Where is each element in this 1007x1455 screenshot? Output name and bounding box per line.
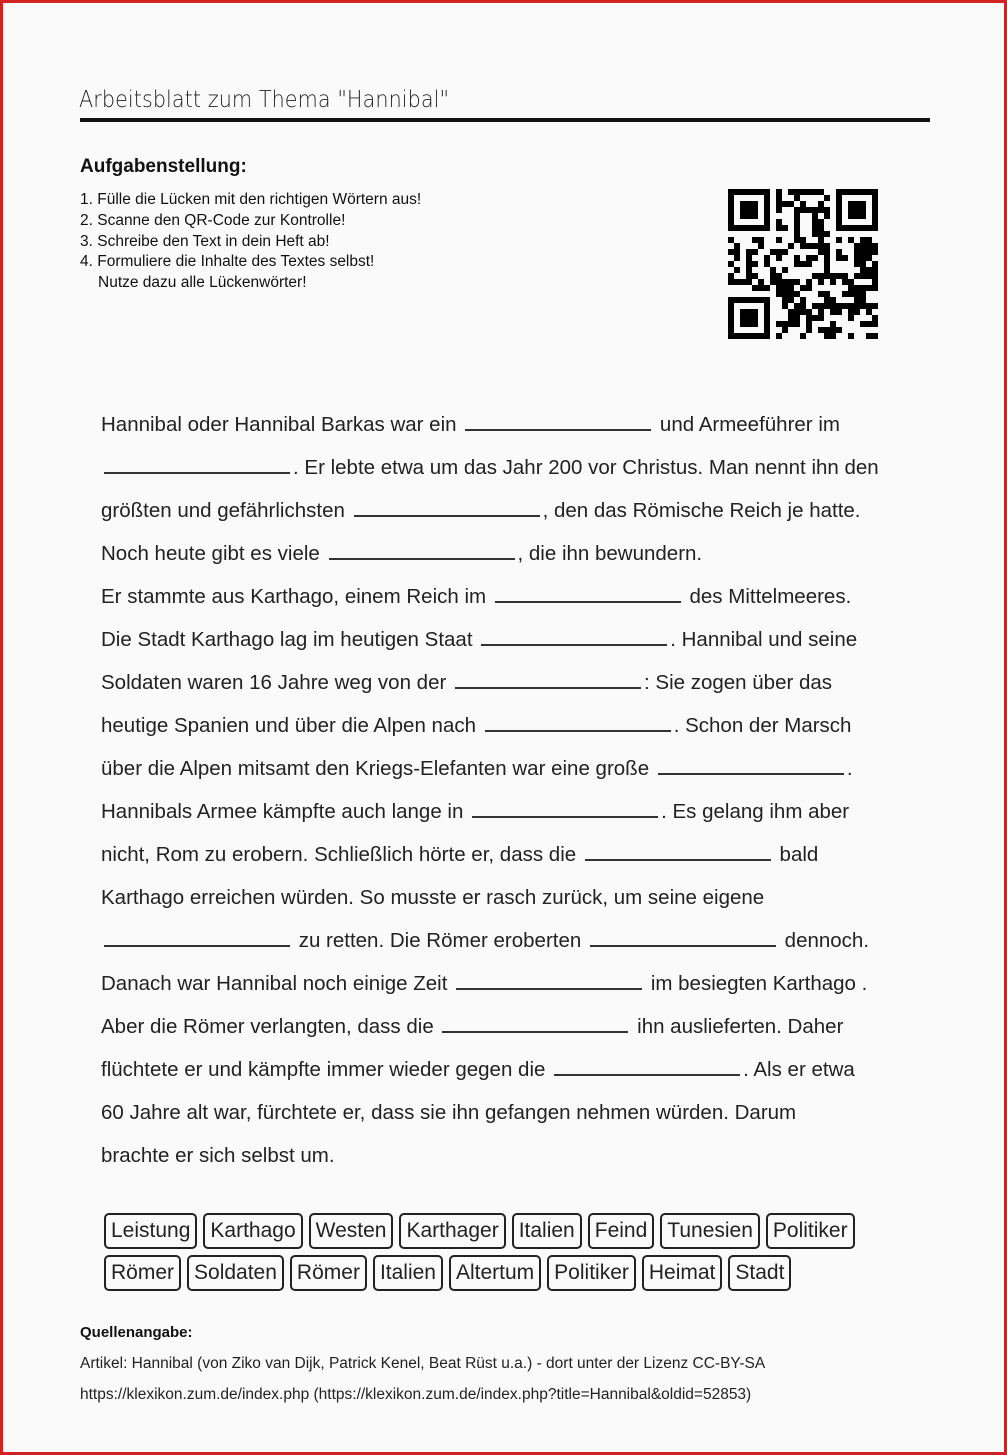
- blank-field[interactable]: [495, 580, 681, 603]
- blank-field[interactable]: [455, 666, 641, 689]
- blank-field[interactable]: [456, 967, 642, 990]
- word-chip[interactable]: Italien: [512, 1213, 582, 1249]
- cloze-text-segment: Danach war Hannibal noch einige Zeit: [101, 972, 454, 995]
- cloze-text-segment: zu retten. Die Römer eroberten: [293, 929, 587, 952]
- blank-field[interactable]: [465, 408, 651, 431]
- word-chip[interactable]: Politiker: [547, 1255, 636, 1291]
- cloze-text-segment: . Als er etwa: [743, 1058, 855, 1081]
- word-chip[interactable]: Heimat: [642, 1255, 723, 1291]
- word-chip[interactable]: Altertum: [449, 1255, 541, 1291]
- cloze-text-segment: . Er lebte etwa um das Jahr 200 vor Christus. Man nennt ihn den: [293, 456, 879, 479]
- cloze-line: [101, 532, 879, 575]
- blank-field[interactable]: [442, 1010, 628, 1033]
- cloze-text-segment: Soldaten waren 16 Jahre weg von der: [101, 671, 453, 694]
- cloze-text-segment: ihn auslieferten. Daher: [631, 1015, 844, 1038]
- cloze-line: [101, 618, 879, 661]
- cloze-line: [101, 747, 879, 790]
- cloze-line: [101, 403, 879, 446]
- cloze-text-segment: Hannibals Armee kämpfte auch lange in: [101, 800, 470, 823]
- cloze-text-segment: Karthago erreichen würden. So musste er rasch zurück, um seine eigene: [101, 886, 765, 909]
- cloze-line: [101, 446, 879, 489]
- blank-field[interactable]: [104, 924, 290, 947]
- cloze-text-segment: . Es gelang ihm aber: [661, 800, 850, 823]
- cloze-line: [101, 790, 879, 833]
- cloze-text-segment: brachte er sich selbst um.: [101, 1144, 335, 1167]
- word-chip[interactable]: Tunesien: [660, 1213, 760, 1249]
- source-article: Artikel: Hannibal (von Ziko van Dijk, Patrick Kenel, Beat Rüst u.a.) - dort unter der Lizenz CC-BY-SA: [80, 1355, 766, 1372]
- cloze-line: [101, 833, 879, 876]
- cloze-text-segment: , den das Römische Reich je hatte.: [542, 499, 861, 522]
- cloze-text-segment: nicht, Rom zu erobern. Schließlich hörte er, dass die: [101, 843, 582, 866]
- cloze-line: [101, 1091, 879, 1134]
- word-chip[interactable]: Soldaten: [187, 1255, 284, 1291]
- blank-field[interactable]: [590, 924, 776, 947]
- cloze-text-segment: Hannibal oder Hannibal Barkas war ein: [101, 413, 463, 436]
- page-title: Arbeitsblatt zum Thema "Hannibal": [79, 87, 450, 113]
- cloze-text-segment: . Hannibal und seine: [670, 628, 858, 651]
- cloze-text-segment: , die ihn bewundern.: [517, 542, 703, 565]
- word-chip[interactable]: Westen: [309, 1213, 394, 1249]
- word-bank-row: [104, 1255, 855, 1291]
- cloze-line: [101, 489, 879, 532]
- cloze-text-segment: Aber die Römer verlangten, dass die: [101, 1015, 440, 1038]
- blank-field[interactable]: [472, 795, 658, 818]
- cloze-text-segment: über die Alpen mitsamt den Kriegs-Elefanten war eine große: [101, 757, 655, 780]
- word-chip[interactable]: Italien: [373, 1255, 443, 1291]
- cloze-text-segment: im besiegten Karthago .: [645, 972, 868, 995]
- blank-field[interactable]: [329, 537, 515, 560]
- cloze-text-segment: Die Stadt Karthago lag im heutigen Staat: [101, 628, 479, 651]
- task-item: 3. Schreibe den Text in dein Heft ab!: [80, 232, 330, 250]
- cloze-line: [101, 876, 879, 919]
- cloze-text-segment: größten und gefährlichsten: [101, 499, 351, 522]
- word-chip[interactable]: Karthago: [203, 1213, 302, 1249]
- cloze-line: [101, 661, 879, 704]
- source-link[interactable]: https://klexikon.zum.de/index.php (https://klexikon.zum.de/index.php?title=Hannibal&oldid=52853): [80, 1386, 752, 1403]
- title-divider: [80, 118, 930, 122]
- word-chip[interactable]: Römer: [290, 1255, 367, 1291]
- blank-field[interactable]: [658, 752, 844, 775]
- cloze-text-segment: dennoch.: [778, 929, 870, 952]
- word-bank-row: [104, 1213, 855, 1249]
- blank-field[interactable]: [485, 709, 671, 732]
- blank-field[interactable]: [481, 623, 667, 646]
- cloze-text-segment: heutige Spanien und über die Alpen nach: [101, 714, 482, 737]
- cloze-line: [101, 962, 879, 1005]
- blank-field[interactable]: [104, 451, 290, 474]
- task-item: 1. Fülle die Lücken mit den richtigen Wörtern aus!: [80, 191, 422, 208]
- word-chip[interactable]: Karthager: [399, 1213, 505, 1249]
- cloze-text-segment: : Sie zogen über das: [644, 671, 833, 694]
- word-chip[interactable]: Stadt: [728, 1255, 791, 1291]
- cloze-text: [101, 403, 879, 1177]
- cloze-line: [101, 919, 879, 962]
- blank-field[interactable]: [554, 1053, 740, 1076]
- cloze-text-segment: . Schon der Marsch: [673, 714, 852, 737]
- cloze-text-segment: .: [846, 757, 853, 780]
- cloze-line: [101, 1005, 879, 1048]
- task-item-continuation: Nutze dazu alle Lückenwörter!: [98, 274, 307, 292]
- cloze-line: [101, 575, 879, 618]
- cloze-text-segment: flüchtete er und kämpfte immer wieder gegen die: [101, 1058, 552, 1081]
- task-item: 2. Scanne den QR-Code zur Kontrolle!: [80, 211, 346, 229]
- cloze-line: [101, 704, 879, 747]
- word-chip[interactable]: Römer: [104, 1255, 181, 1291]
- cloze-text-segment: Er stammte aus Karthago, einem Reich im: [101, 585, 492, 608]
- blank-field[interactable]: [354, 494, 540, 517]
- word-bank: [104, 1213, 855, 1297]
- task-item: 4. Formuliere die Inhalte des Textes selbst!: [80, 253, 375, 271]
- cloze-line: [101, 1048, 879, 1091]
- word-chip[interactable]: Feind: [588, 1213, 655, 1249]
- task-heading: Aufgabenstellung:: [80, 156, 247, 177]
- cloze-text-segment: des Mittelmeeres.: [683, 585, 852, 608]
- cloze-text-segment: bald: [773, 843, 819, 866]
- word-chip[interactable]: Politiker: [766, 1213, 855, 1249]
- qr-code-icon[interactable]: [728, 189, 878, 339]
- cloze-text-segment: und Armeeführer im: [654, 413, 840, 436]
- blank-field[interactable]: [585, 838, 771, 861]
- cloze-text-segment: 60 Jahre alt war, fürchtete er, dass sie ihn gefangen nehmen würden. Darum: [101, 1101, 797, 1124]
- task-list: [80, 190, 421, 294]
- cloze-line: [101, 1134, 879, 1177]
- word-chip[interactable]: Leistung: [104, 1213, 197, 1249]
- cloze-text-segment: Noch heute gibt es viele: [101, 542, 326, 565]
- source-heading: Quellenangabe:: [80, 1324, 193, 1341]
